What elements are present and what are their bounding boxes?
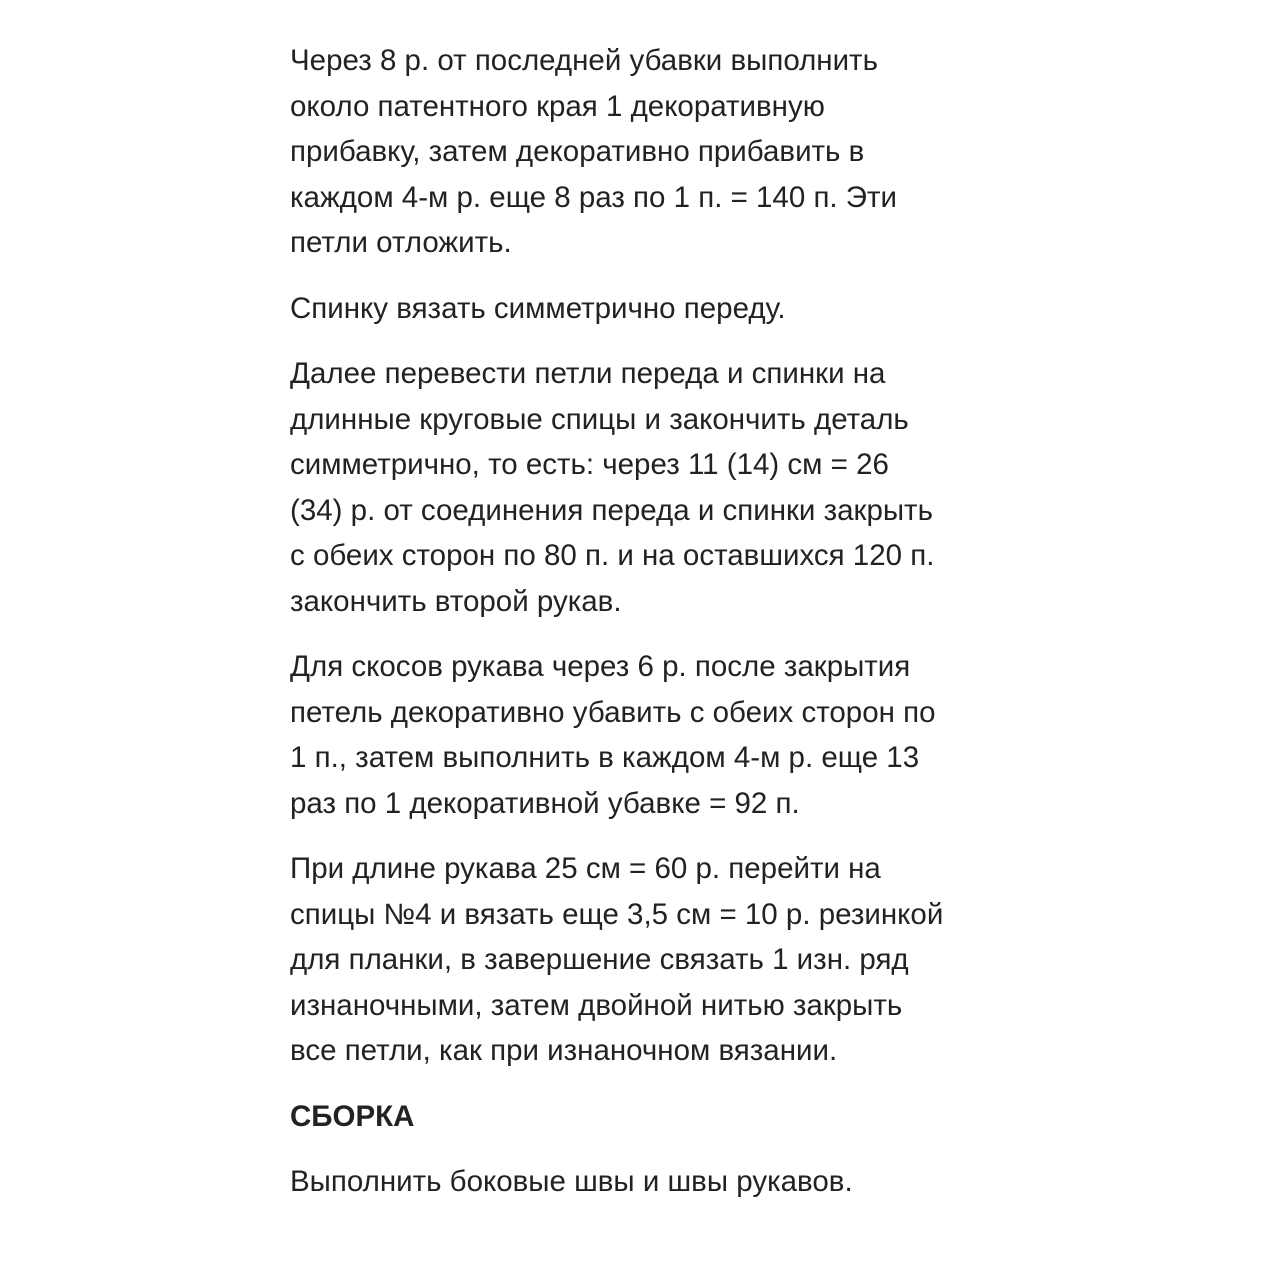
paragraph-joining: Далее перевести петли переда и спинки на длинные круговые спицы и закончить деталь симметрично, то есть: через 11 (14) см = 26 (34) р. от соединения переда и спинки закрыть с обеих сторон по 80 п. и на оставшихся 120 п. закончить второй рукав. (290, 357, 935, 618)
paragraph-sleeve-shaping: Для скосов рукава через 6 р. после закрытия петель декоративно убавить с обеих сторон по 1 п., затем выполнить в каждом 4-м р. еще 13 раз по 1 декоративной убавке = 92 п. (290, 650, 936, 820)
section-heading-assembly: СБОРКА (290, 1099, 415, 1133)
paragraph-cuff: При длине рукава 25 см = 60 р. перейти на спицы №4 и вязать еще 3,5 см = 10 р. резинкой для планки, в завершение связать 1 изн. ряд изнаночными, затем двойной нитью закрыть все петли, как при изнаночном вязании. (290, 852, 944, 1067)
paragraph-back: Спинку вязать симметрично переду. (290, 291, 786, 325)
article-body (290, 38, 1010, 1225)
paragraph-assembly: Выполнить боковые швы и швы рукавов. (290, 1165, 853, 1198)
paragraph-increases: Через 8 р. от последней убавки выполнить около патентного края 1 декоративную прибавку, затем декоративно прибавить в каждом 4-м р. еще 8 раз по 1 п. = 140 п. Эти петли отложить. (290, 44, 897, 259)
